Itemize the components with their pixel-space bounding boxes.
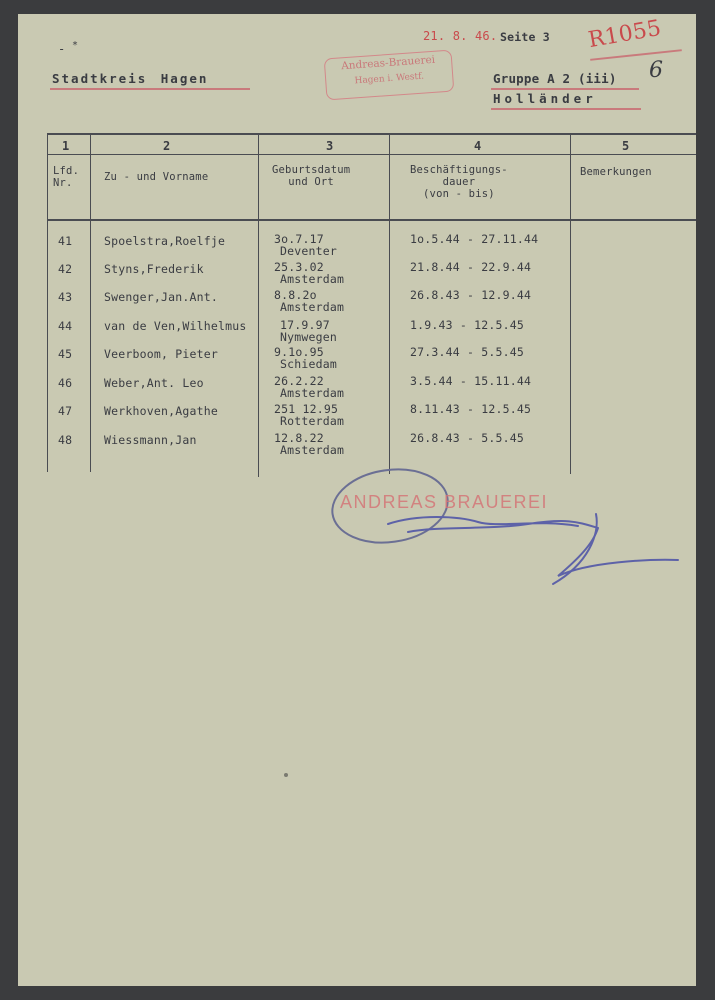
district-underline (50, 88, 250, 90)
col-divider-4 (570, 134, 571, 474)
row-period: 3.5.44 - 15.11.44 (410, 374, 532, 388)
table-header-rule (47, 219, 696, 221)
row-birth-place: Amsterdam (280, 443, 345, 457)
col-header-nr: Lfd. Nr. (53, 165, 80, 189)
row-name: Veerboom, Pieter (104, 347, 218, 361)
row-nr: 45 (58, 347, 73, 361)
row-birth-place: Amsterdam (280, 386, 345, 400)
district-label: Stadtkreis Hagen (52, 71, 209, 86)
col-number-5: 5 (622, 139, 630, 153)
table-subheader-rule (47, 154, 696, 155)
col-divider-3 (389, 134, 390, 474)
date-stamp: 21. 8. 46. (423, 29, 498, 43)
row-period: 27.3.44 - 5.5.45 (410, 345, 524, 359)
col-divider-0 (47, 134, 48, 472)
row-period: 8.11.43 - 12.5.45 (410, 402, 532, 416)
col-header-name: Zu - und Vorname (104, 171, 209, 183)
row-name: Styns,Frederik (104, 262, 204, 276)
row-nr: 43 (58, 290, 73, 304)
col-header-period: Beschäftigungs- dauer (von - bis) (410, 164, 508, 200)
group-label: Gruppe A 2 (iii) (493, 71, 617, 86)
col-divider-2 (258, 134, 259, 477)
row-name: van de Ven,Wilhelmus (104, 319, 247, 333)
company-name-stamp: ANDREAS BRAUEREI (340, 492, 549, 512)
col-number-1: 1 (62, 139, 70, 153)
row-birth-place: Nymwegen (280, 330, 337, 344)
row-name: Weber,Ant. Leo (104, 376, 204, 390)
nationality-underline (491, 108, 641, 110)
row-period: 1o.5.44 - 27.11.44 (410, 232, 539, 246)
row-nr: 42 (58, 262, 73, 276)
group-note: 6 (649, 58, 664, 83)
row-period: 26.8.43 - 5.5.45 (410, 431, 524, 445)
row-birth-date: 12.8.22 (274, 431, 324, 445)
paper-speck (284, 773, 288, 777)
company-stamp-line1: Andreas-Brauerei (340, 53, 436, 73)
table-top-rule (47, 133, 696, 135)
row-birth-place: Amsterdam (280, 300, 345, 314)
register-underline (590, 49, 682, 61)
row-birth-date: 26.2.22 (274, 374, 324, 388)
col-header-remarks: Bemerkungen (580, 166, 652, 178)
col-number-2: 2 (163, 139, 171, 153)
row-birth-place: Schiedam (280, 357, 337, 371)
row-name: Werkhoven,Agathe (104, 404, 218, 418)
row-period: 21.8.44 - 22.9.44 (410, 260, 532, 274)
group-underline (491, 88, 639, 90)
row-nr: 41 (58, 234, 73, 248)
row-birth-date: 17.9.97 (280, 318, 330, 332)
row-birth-date: 251 12.95 (274, 402, 339, 416)
corner-mark-2: * (72, 40, 79, 51)
row-birth-place: Rotterdam (280, 414, 345, 428)
col-number-3: 3 (326, 139, 334, 153)
row-birth-date: 3o.7.17 (274, 232, 324, 246)
nationality-label: Holländer (493, 91, 597, 106)
company-stamp-line2: Hagen i. Westf. (354, 71, 425, 87)
col-number-4: 4 (474, 139, 482, 153)
row-birth-date: 9.1o.95 (274, 345, 324, 359)
row-nr: 46 (58, 376, 73, 390)
row-name: Wiessmann,Jan (104, 433, 197, 447)
corner-mark: - (58, 42, 66, 56)
col-header-birth: Geburtsdatum und Ort (272, 164, 351, 188)
register-number: R1055 (586, 15, 664, 54)
signature (348, 504, 688, 614)
row-period: 1.9.43 - 12.5.45 (410, 318, 524, 332)
row-nr: 44 (58, 319, 73, 333)
page-number: Seite 3 (500, 30, 550, 44)
row-name: Spoelstra,Roelfje (104, 234, 226, 248)
col-divider-1 (90, 134, 91, 472)
company-stamp (324, 50, 455, 101)
row-birth-date: 25.3.02 (274, 260, 324, 274)
row-birth-date: 8.8.2o (274, 288, 317, 302)
row-name: Swenger,Jan.Ant. (104, 290, 218, 304)
row-nr: 48 (58, 433, 73, 447)
row-birth-place: Deventer (280, 244, 337, 258)
row-period: 26.8.43 - 12.9.44 (410, 288, 532, 302)
row-birth-place: Amsterdam (280, 272, 345, 286)
row-nr: 47 (58, 404, 73, 418)
document-page (18, 14, 696, 986)
